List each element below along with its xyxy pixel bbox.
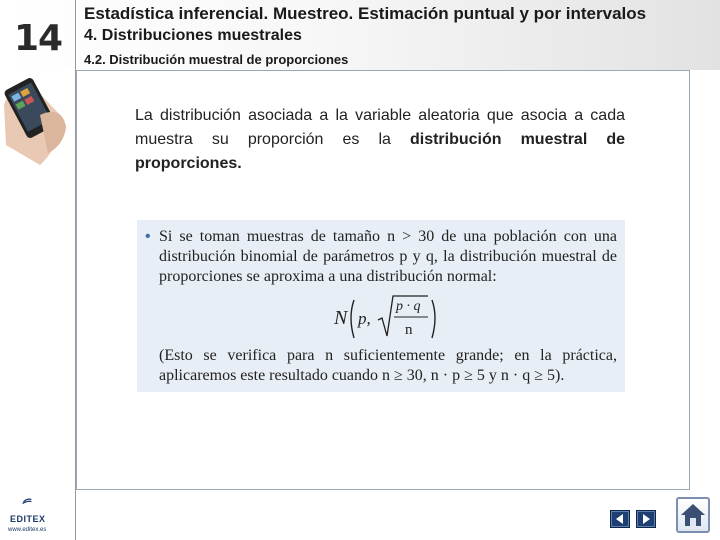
logo-name: EDITEX — [10, 514, 46, 524]
formula-denominator: n — [405, 322, 413, 338]
theorem-box — [137, 220, 625, 392]
intro-text: La distribución asociada a la variable aleatoria que asocia a cada muestra su proporción es la — [135, 107, 625, 148]
rule-text: Si se toman muestras de tamaño n > 30 de una población con una distribución binomial de parámetros p y q, la distribución muestral de proporciones se aproxima a una distribución normal: — [159, 228, 617, 285]
formula-p-term: p, — [358, 309, 371, 328]
intro-bold-term: distribución muestral de proporciones. — [135, 131, 626, 172]
page-subtitle: 4. Distribuciones muestrales — [84, 27, 302, 44]
formula-n-symbol: N — [334, 307, 348, 329]
page-title: Estadística inferencial. Muestreo. Estimación puntual y por intervalos — [84, 4, 647, 23]
intro-paragraph — [135, 104, 625, 176]
chapter-number: 14 — [14, 18, 63, 59]
house-icon — [678, 499, 708, 531]
previous-button[interactable] — [610, 510, 630, 528]
editex-logo — [16, 498, 46, 514]
arrow-left-icon — [611, 511, 629, 527]
formula-numerator: p · q — [396, 299, 421, 314]
section-heading: 4.2. Distribución muestral de proporciones — [84, 52, 349, 67]
next-button[interactable] — [636, 510, 656, 528]
home-button[interactable] — [676, 497, 710, 533]
logo-url: www.editex.es — [8, 527, 47, 533]
phone-in-hand-illustration — [0, 75, 72, 170]
applicability-note: (Esto se verifica para n suficientemente grande; en la práctica, aplicaremos este resultado cuando n ≥ 30, n · p ≥ 5 y n · q ≥ 5). — [159, 347, 617, 384]
bullet-marker: • — [145, 228, 151, 245]
arrow-right-icon — [637, 511, 655, 527]
normal-distribution-formula — [332, 292, 442, 342]
